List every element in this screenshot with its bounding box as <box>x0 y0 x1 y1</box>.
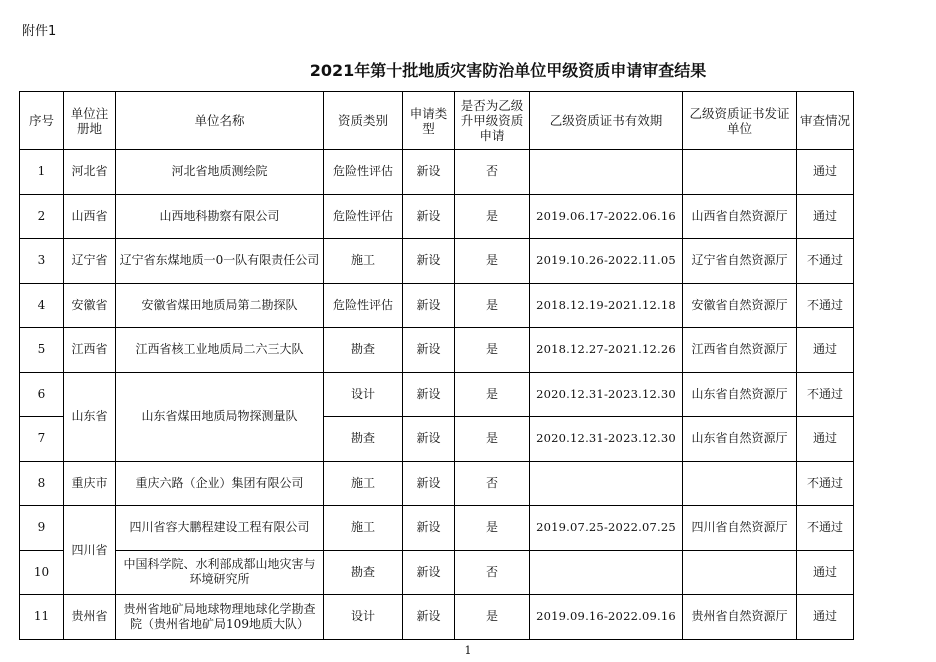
page-number: 1 <box>464 644 472 657</box>
cell-no: 3 <box>20 239 64 284</box>
cell-result: 通过 <box>797 595 854 640</box>
page-title-text: 2021年第十批地质灾害防治单位甲级资质申请审查结果 <box>309 61 707 80</box>
cell-validity: 2019.09.16-2022.09.16 <box>530 595 683 640</box>
cell-type: 新设 <box>403 150 455 195</box>
cell-region: 辽宁省 <box>64 239 116 284</box>
cell-region: 安徽省 <box>64 283 116 328</box>
cell-name: 重庆六路（企业）集团有限公司 <box>116 461 324 506</box>
cell-no: 11 <box>20 595 64 640</box>
annex-label: 附件1 <box>22 24 57 39</box>
cell-validity: 2020.12.31-2023.12.30 <box>530 372 683 417</box>
cell-name: 山西地科勘察有限公司 <box>116 194 324 239</box>
table-row <box>20 595 854 640</box>
cell-name: 河北省地质测绘院 <box>116 150 324 195</box>
table-row <box>20 550 854 595</box>
cell-category: 勘查 <box>324 550 403 595</box>
cell-category: 勘查 <box>324 417 403 462</box>
col-header-issuer: 乙级资质证书发证单位 <box>683 92 797 150</box>
cell-region: 四川省 <box>64 506 116 595</box>
cell-category: 危险性评估 <box>324 283 403 328</box>
col-header-type: 申请类型 <box>403 92 455 150</box>
results-table <box>19 91 854 640</box>
header-row <box>20 92 854 150</box>
cell-region: 贵州省 <box>64 595 116 640</box>
table-row <box>20 328 854 373</box>
cell-issuer: 安徽省自然资源厅 <box>683 283 797 328</box>
cell-issuer: 山东省自然资源厅 <box>683 417 797 462</box>
cell-upgrade: 否 <box>455 461 530 506</box>
cell-type: 新设 <box>403 506 455 551</box>
cell-category: 施工 <box>324 461 403 506</box>
page-title <box>0 58 936 81</box>
cell-type: 新设 <box>403 372 455 417</box>
table-row <box>20 239 854 284</box>
cell-validity: 2018.12.27-2021.12.26 <box>530 328 683 373</box>
cell-region: 江西省 <box>64 328 116 373</box>
cell-result: 通过 <box>797 150 854 195</box>
cell-validity: 2019.07.25-2022.07.25 <box>530 506 683 551</box>
cell-type: 新设 <box>403 328 455 373</box>
cell-region: 山东省 <box>64 372 116 461</box>
table-row <box>20 194 854 239</box>
cell-category: 危险性评估 <box>324 150 403 195</box>
col-header-result: 审查情况 <box>797 92 854 150</box>
cell-category: 危险性评估 <box>324 194 403 239</box>
cell-no: 9 <box>20 506 64 551</box>
cell-result: 不通过 <box>797 372 854 417</box>
cell-type: 新设 <box>403 550 455 595</box>
col-header-no: 序号 <box>20 92 64 150</box>
col-header-region: 单位注册地 <box>64 92 116 150</box>
cell-type: 新设 <box>403 239 455 284</box>
cell-upgrade: 是 <box>455 283 530 328</box>
cell-upgrade: 是 <box>455 194 530 239</box>
cell-name: 中国科学院、水利部成都山地灾害与环境研究所 <box>116 550 324 595</box>
cell-name: 山东省煤田地质局物探测量队 <box>116 372 324 461</box>
col-header-name: 单位名称 <box>116 92 324 150</box>
cell-region: 重庆市 <box>64 461 116 506</box>
cell-no: 5 <box>20 328 64 373</box>
cell-result: 不通过 <box>797 506 854 551</box>
cell-issuer: 山西省自然资源厅 <box>683 194 797 239</box>
table-row <box>20 283 854 328</box>
cell-validity <box>530 150 683 195</box>
cell-result: 通过 <box>797 550 854 595</box>
cell-name: 江西省核工业地质局二六三大队 <box>116 328 324 373</box>
cell-issuer: 辽宁省自然资源厅 <box>683 239 797 284</box>
cell-upgrade: 否 <box>455 150 530 195</box>
table-row <box>20 150 854 195</box>
table-row <box>20 372 854 417</box>
cell-type: 新设 <box>403 194 455 239</box>
col-header-category: 资质类别 <box>324 92 403 150</box>
cell-upgrade: 是 <box>455 239 530 284</box>
col-header-upgrade: 是否为乙级升甲级资质申请 <box>455 92 530 150</box>
cell-upgrade: 是 <box>455 417 530 462</box>
cell-result: 通过 <box>797 328 854 373</box>
cell-type: 新设 <box>403 283 455 328</box>
cell-upgrade: 是 <box>455 372 530 417</box>
cell-category: 施工 <box>324 239 403 284</box>
table-row <box>20 461 854 506</box>
cell-name: 贵州省地矿局地球物理地球化学勘查院（贵州省地矿局109地质大队） <box>116 595 324 640</box>
cell-validity: 2020.12.31-2023.12.30 <box>530 417 683 462</box>
cell-category: 施工 <box>324 506 403 551</box>
cell-upgrade: 否 <box>455 550 530 595</box>
cell-validity: 2019.10.26-2022.11.05 <box>530 239 683 284</box>
cell-type: 新设 <box>403 417 455 462</box>
cell-result: 不通过 <box>797 239 854 284</box>
cell-upgrade: 是 <box>455 595 530 640</box>
cell-issuer: 山东省自然资源厅 <box>683 372 797 417</box>
cell-result: 不通过 <box>797 283 854 328</box>
cell-type: 新设 <box>403 595 455 640</box>
cell-no: 10 <box>20 550 64 595</box>
cell-no: 6 <box>20 372 64 417</box>
cell-validity <box>530 461 683 506</box>
cell-issuer: 四川省自然资源厅 <box>683 506 797 551</box>
table-row <box>20 506 854 551</box>
cell-category: 勘查 <box>324 328 403 373</box>
cell-result: 通过 <box>797 417 854 462</box>
cell-issuer: 贵州省自然资源厅 <box>683 595 797 640</box>
cell-validity <box>530 550 683 595</box>
cell-no: 7 <box>20 417 64 462</box>
col-header-validity: 乙级资质证书有效期 <box>530 92 683 150</box>
cell-name: 辽宁省东煤地质一0一队有限责任公司 <box>116 239 324 284</box>
cell-result: 通过 <box>797 194 854 239</box>
cell-issuer <box>683 150 797 195</box>
cell-upgrade: 是 <box>455 506 530 551</box>
cell-category: 设计 <box>324 372 403 417</box>
cell-no: 2 <box>20 194 64 239</box>
cell-no: 1 <box>20 150 64 195</box>
cell-validity: 2018.12.19-2021.12.18 <box>530 283 683 328</box>
cell-category: 设计 <box>324 595 403 640</box>
cell-validity: 2019.06.17-2022.06.16 <box>530 194 683 239</box>
cell-name: 安徽省煤田地质局第二勘探队 <box>116 283 324 328</box>
cell-result: 不通过 <box>797 461 854 506</box>
cell-no: 4 <box>20 283 64 328</box>
cell-type: 新设 <box>403 461 455 506</box>
cell-name: 四川省容大鹏程建设工程有限公司 <box>116 506 324 551</box>
cell-no: 8 <box>20 461 64 506</box>
cell-upgrade: 是 <box>455 328 530 373</box>
cell-region: 山西省 <box>64 194 116 239</box>
cell-issuer <box>683 461 797 506</box>
cell-issuer: 江西省自然资源厅 <box>683 328 797 373</box>
cell-region: 河北省 <box>64 150 116 195</box>
cell-issuer <box>683 550 797 595</box>
